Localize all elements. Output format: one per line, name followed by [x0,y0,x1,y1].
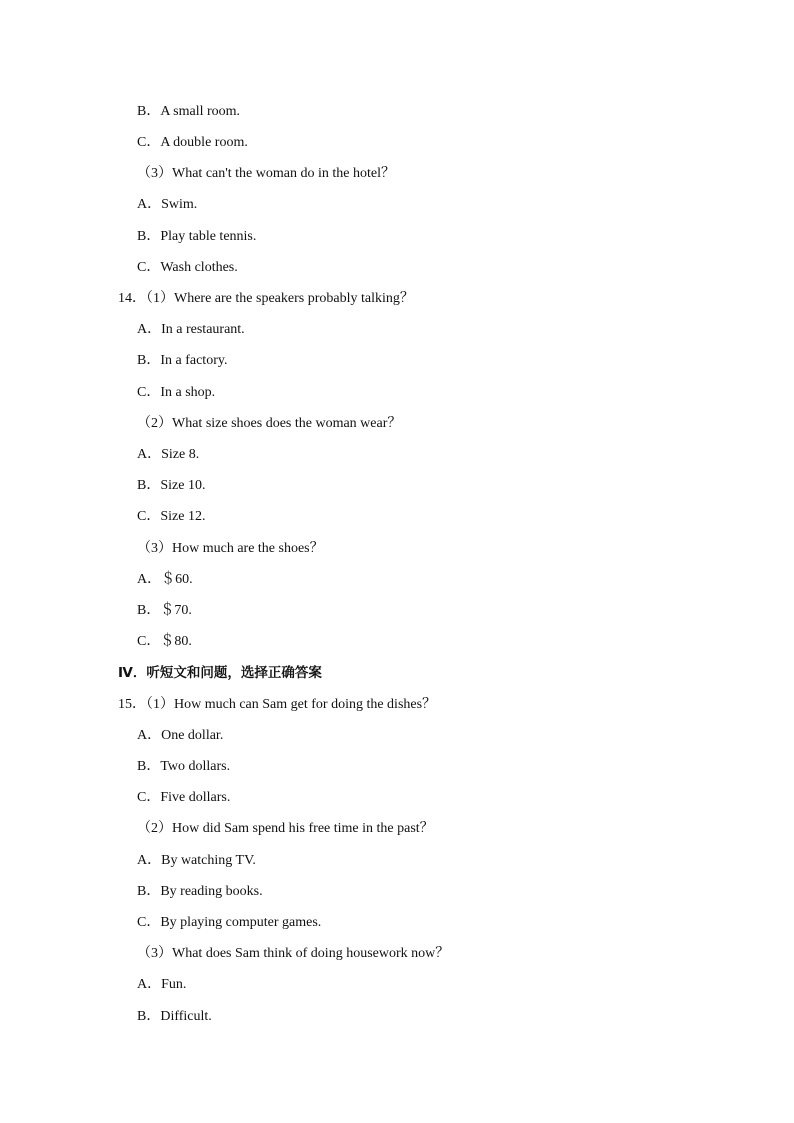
sub-question: （3）What can't the woman do in the hotel？ [137,166,395,181]
option-line: B．Two dollars. [137,759,231,774]
sub-question: （3）What does Sam think of doing housework now？ [137,946,450,961]
option-line: A．In a restaurant. [137,322,245,337]
option-line: B．Play table tennis. [137,229,257,244]
option-line: A．＄60. [137,572,193,587]
section-heading: Ⅳ．听短文和问题，选择正确答案 [118,665,322,681]
option-line: B．Difficult. [137,1009,212,1024]
option-line: A．Fun. [137,977,187,992]
option-line: C．Wash clothes. [137,260,238,275]
option-line: B．＄70. [137,603,192,618]
option-line: B．Size 10. [137,478,206,493]
option-line: C．Five dollars. [137,790,231,805]
option-line: C．In a shop. [137,385,216,400]
option-line: B．In a factory. [137,353,228,368]
sub-question: （2）What size shoes does the woman wear？ [137,416,402,431]
sub-question: （3）How much are the shoes？ [137,541,324,556]
option-line: C．A double room. [137,135,248,150]
option-line: A．Swim. [137,197,198,212]
option-line: C．＄80. [137,634,192,649]
sub-question: （2）How did Sam spend his free time in the past？ [137,821,434,836]
option-line: C．By playing computer games. [137,915,322,930]
option-line: C．Size 12. [137,509,206,524]
option-line: B．By reading books. [137,884,263,899]
question-line: 14．（1）Where are the speakers probably talking？ [118,291,414,306]
option-line: A．By watching TV. [137,853,256,868]
option-line: A．Size 8. [137,447,200,462]
option-line: B．A small room. [137,104,241,119]
question-line: 15．（1）How much can Sam get for doing the dishes？ [118,697,437,712]
option-line: A．One dollar. [137,728,224,743]
